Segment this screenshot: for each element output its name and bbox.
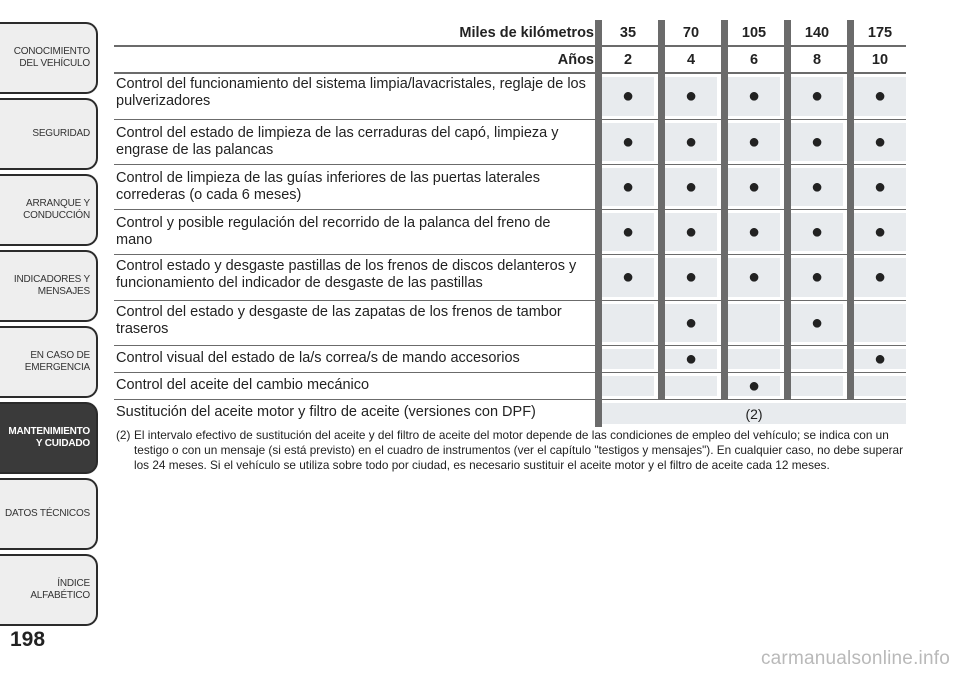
interval-mark: ● xyxy=(854,168,906,206)
interval-mark: ● xyxy=(791,123,843,161)
interval-mark: ● xyxy=(665,213,717,251)
tab-seguridad[interactable] xyxy=(0,98,98,170)
task-description: Control de limpieza de las guías inferiores de las puertas laterales correderas (o cada 6 meses) xyxy=(116,170,540,203)
column-divider xyxy=(595,301,602,345)
task-description: Control estado y desgaste pastillas de los frenos de discos delanteros y funcionamiento del indicador de desgaste de las pastillas xyxy=(116,258,577,291)
column-divider xyxy=(721,165,728,209)
km-value: 140 xyxy=(804,25,830,41)
interval-mark: ● xyxy=(602,123,654,161)
tab-label: ÍNDICE ALFABÉTICO xyxy=(30,578,90,601)
column-divider xyxy=(784,255,791,300)
footnote-marker: (2) xyxy=(116,428,131,442)
column-divider xyxy=(721,20,728,45)
page-number: 198 xyxy=(10,628,46,651)
column-divider xyxy=(784,346,791,372)
interval-mark: ● xyxy=(602,168,654,206)
column-divider xyxy=(847,255,854,300)
column-divider xyxy=(847,373,854,399)
task-rows xyxy=(114,74,906,427)
column-divider xyxy=(595,120,602,164)
years-header-row xyxy=(114,47,906,74)
column-divider xyxy=(784,74,791,119)
km-value: 70 xyxy=(682,25,700,41)
tab-label: ARRANQUE Y CONDUCCIÓN xyxy=(23,198,90,221)
tab-label: EN CASO DE EMERGENCIA xyxy=(24,350,90,373)
interval-mark: ● xyxy=(854,77,906,116)
interval-empty-cell xyxy=(602,376,654,396)
interval-empty-cell xyxy=(791,349,843,369)
year-value: 4 xyxy=(686,52,696,68)
tab-label: DATOS TÉCNICOS xyxy=(5,508,90,519)
interval-mark: ● xyxy=(665,123,717,161)
column-divider xyxy=(784,120,791,164)
column-divider xyxy=(658,210,665,254)
tab-emergencia[interactable] xyxy=(0,326,98,398)
interval-empty-cell xyxy=(728,349,780,369)
column-divider xyxy=(784,165,791,209)
column-divider xyxy=(721,346,728,372)
interval-mark: ● xyxy=(791,168,843,206)
column-divider xyxy=(784,20,791,45)
interval-mark: ● xyxy=(854,213,906,251)
tab-conocimiento[interactable] xyxy=(0,22,98,94)
column-divider xyxy=(847,301,854,345)
tab-label: SEGURIDAD xyxy=(32,128,90,139)
km-header-label: Miles de kilómetros xyxy=(459,25,594,41)
task-description: Control del estado de limpieza de las cerraduras del capó, limpieza y engrase de las palancas xyxy=(116,125,559,158)
tab-label: MANTENIMIENTO Y CUIDADO xyxy=(8,426,90,449)
interval-mark: ● xyxy=(602,258,654,297)
table-row xyxy=(114,400,906,427)
column-divider xyxy=(847,47,854,72)
interval-mark: ● xyxy=(854,349,906,369)
years-header-label: Años xyxy=(557,52,594,68)
column-divider xyxy=(784,210,791,254)
column-divider xyxy=(595,165,602,209)
interval-empty-cell xyxy=(791,376,843,396)
table-row xyxy=(114,255,906,301)
column-divider xyxy=(847,20,854,45)
column-divider xyxy=(847,210,854,254)
task-description: Control del estado y desgaste de las zapatas de los frenos de tambor traseros xyxy=(116,304,562,337)
tab-arranque[interactable] xyxy=(0,174,98,246)
column-divider xyxy=(658,74,665,119)
task-description: Control visual del estado de la/s correa/s de mando accesorios xyxy=(116,350,520,366)
tab-indice[interactable] xyxy=(0,554,98,626)
column-divider xyxy=(658,47,665,72)
column-divider xyxy=(847,74,854,119)
task-description: Control y posible regulación del recorrido de la palanca del freno de mano xyxy=(116,215,551,248)
task-description: Sustitución del aceite motor y filtro de aceite (versiones con DPF) xyxy=(116,404,536,420)
km-value: 35 xyxy=(619,25,637,41)
table-row xyxy=(114,301,906,346)
interval-mark: ● xyxy=(728,168,780,206)
column-divider xyxy=(658,165,665,209)
column-divider xyxy=(658,373,665,399)
column-divider xyxy=(847,346,854,372)
interval-mark: ● xyxy=(791,77,843,116)
interval-empty-cell xyxy=(854,376,906,396)
interval-empty-cell xyxy=(728,304,780,342)
table-row xyxy=(114,210,906,255)
interval-mark: ● xyxy=(665,168,717,206)
interval-mark: ● xyxy=(602,213,654,251)
interval-mark: ● xyxy=(854,258,906,297)
column-divider xyxy=(658,120,665,164)
table-row xyxy=(114,120,906,165)
year-value: 8 xyxy=(812,52,822,68)
interval-mark: ● xyxy=(665,349,717,369)
tab-mantenimiento[interactable] xyxy=(0,402,98,474)
column-divider xyxy=(595,400,602,427)
column-divider xyxy=(721,301,728,345)
tab-label: CONOCIMIENTO DEL VEHÍCULO xyxy=(13,46,90,69)
tab-indicadores[interactable] xyxy=(0,250,98,322)
column-divider xyxy=(658,346,665,372)
maintenance-schedule-table xyxy=(114,20,906,427)
interval-mark: ● xyxy=(728,77,780,116)
interval-empty-cell xyxy=(854,304,906,342)
interval-mark: ● xyxy=(665,258,717,297)
year-value: 6 xyxy=(749,52,759,68)
interval-mark: ● xyxy=(791,213,843,251)
column-divider xyxy=(658,20,665,45)
table-row xyxy=(114,346,906,373)
column-divider xyxy=(595,210,602,254)
column-divider xyxy=(784,47,791,72)
interval-mark: ● xyxy=(728,376,780,396)
column-divider xyxy=(658,301,665,345)
km-header-row xyxy=(114,20,906,47)
interval-mark: ● xyxy=(602,77,654,116)
interval-mark: ● xyxy=(665,77,717,116)
interval-mark: ● xyxy=(665,304,717,342)
interval-mark: ● xyxy=(728,213,780,251)
table-row xyxy=(114,165,906,210)
column-divider xyxy=(595,20,602,45)
year-value: 2 xyxy=(623,52,633,68)
column-divider xyxy=(595,255,602,300)
column-divider xyxy=(721,120,728,164)
column-divider xyxy=(721,373,728,399)
footnote-text: El intervalo efectivo de sustitución del aceite y del filtro de aceite del motor depende de las condiciones de empleo del vehículo; se indica con un testigo o con un mensaje (si está previsto) en el cuadro de instrumentos (ver el capítulo "testigos y mensajes"). En cualquier caso, no debe superar los 24 meses. Si el vehículo se utiliza sobre todo por ciudad, es necesario sustituir el aceite motor y el filtro de aceite cada 12 meses. xyxy=(134,428,904,472)
interval-mark: ● xyxy=(791,258,843,297)
column-divider xyxy=(721,47,728,72)
interval-empty-cell xyxy=(602,349,654,369)
year-value: 10 xyxy=(871,52,889,68)
interval-mark: ● xyxy=(728,258,780,297)
column-divider xyxy=(595,74,602,119)
column-divider xyxy=(847,165,854,209)
watermark: carmanualsonline.info xyxy=(760,648,950,669)
km-value: 175 xyxy=(867,25,893,41)
footnote xyxy=(116,428,908,473)
table-row xyxy=(114,74,906,120)
interval-mark: ● xyxy=(728,123,780,161)
column-divider xyxy=(784,373,791,399)
interval-empty-cell xyxy=(602,304,654,342)
column-divider xyxy=(595,373,602,399)
column-divider xyxy=(847,120,854,164)
column-divider xyxy=(721,210,728,254)
column-divider xyxy=(721,74,728,119)
interval-mark: ● xyxy=(854,123,906,161)
interval-mark: ● xyxy=(791,304,843,342)
task-description: Control del funcionamiento del sistema limpia/lavacristales, reglaje de los pulverizadores xyxy=(116,76,586,109)
km-value: 105 xyxy=(741,25,767,41)
column-divider xyxy=(595,47,602,72)
tab-label: INDICADORES Y MENSAJES xyxy=(13,274,90,297)
task-description: Control del aceite del cambio mecánico xyxy=(116,377,370,393)
column-divider xyxy=(721,255,728,300)
merged-interval-cell: (2) xyxy=(602,403,906,424)
table-row xyxy=(114,373,906,400)
interval-empty-cell xyxy=(665,376,717,396)
column-divider xyxy=(658,255,665,300)
column-divider xyxy=(595,346,602,372)
column-divider xyxy=(784,301,791,345)
tab-datos-tecnicos[interactable] xyxy=(0,478,98,550)
